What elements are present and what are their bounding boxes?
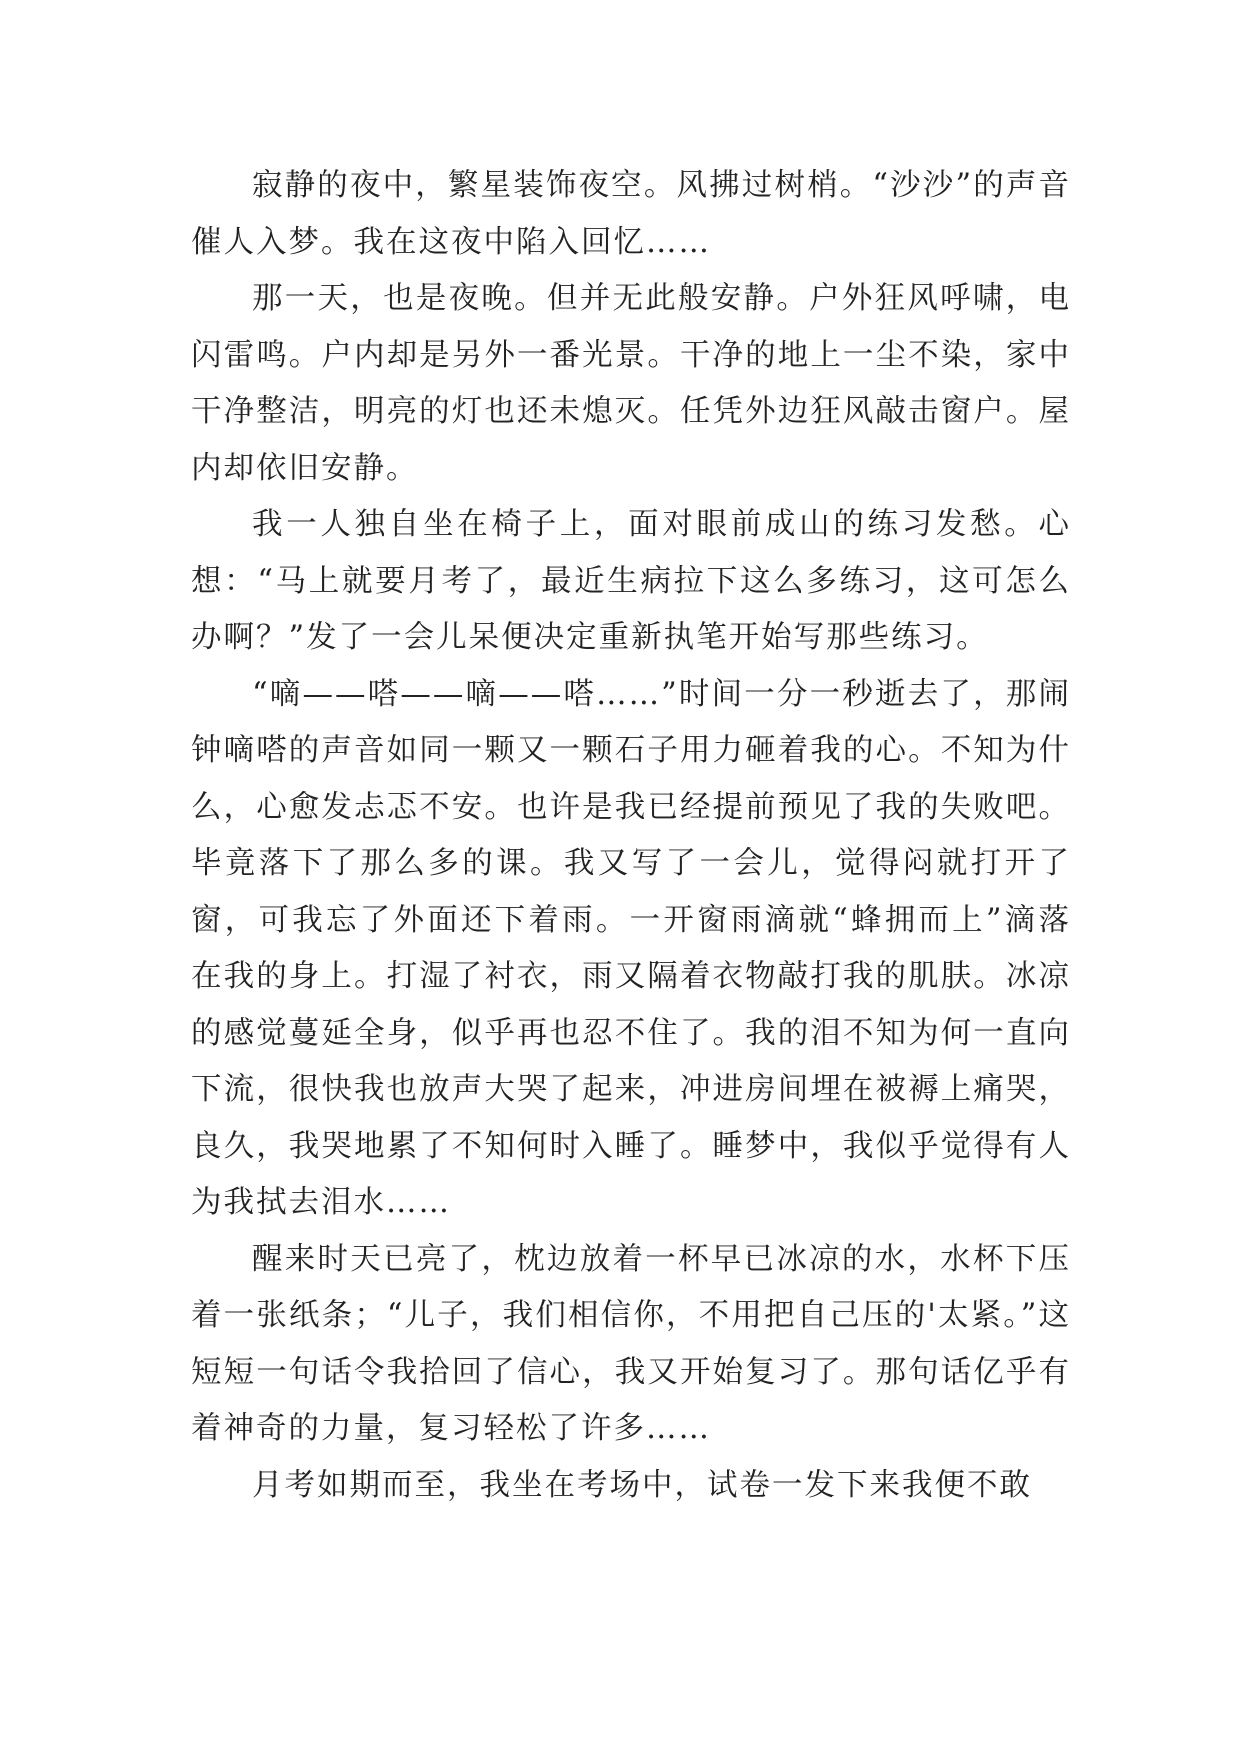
paragraph-6: 月考如期而至，我坐在考场中，试卷一发下来我便不敢 [252,1467,1032,1503]
paragraph-4: “嘀——嗒——嘀——嗒……”时间一分一秒逝去了，那闹钟嘀嗒的声音如同一颗又一颗石子用力砸着我的心。不知为什么，心愈发忐忑不安。也许是我已经提前预见了我的失败吧。毕竟落下了那么多的课。我又写了一会儿，觉得闷就打开了窗，可我忘了外面还下着雨。一开窗雨滴就“蜂拥而上”滴落在我的身上。打湿了衬衣，雨又隔着衣物敲打我的肌肤。冰凉的感觉蔓延全身，似乎再也忍不住了。我的泪不知为何一直向下流，很快我也放声大哭了起来，冲进房间埋在被褥上痛哭，良久，我哭地累了不知何时入睡了。睡梦中，我似乎觉得有人为我拭去泪水…… [191,676,1071,1220]
paragraph-2: 那一天，也是夜晚。但并无此般安静。户外狂风呼啸，电闪雷鸣。户内却是另外一番光景。干净的地上一尘不染，家中干净整洁，明亮的灯也还未熄灭。任凭外边狂风敲击窗户。屋内却依旧安静。 [191,281,1071,486]
paragraph-3: 我一人独自坐在椅子上，面对眼前成山的练习发愁。心想：“马上就要月考了，最近生病拉下这么多练习，这可怎么办啊？”发了一会儿呆便决定重新执笔开始写那些练习。 [191,507,1071,655]
paragraph-1: 寂静的夜中，繁星装饰夜空。风拂过树梢。“沙沙”的声音催人入梦。我在这夜中陷入回忆…… [191,168,1071,260]
essay-body [191,158,1071,1514]
paragraph-5: 醒来时天已亮了，枕边放着一杯早已冰凉的水，水杯下压着一张纸条；“儿子，我们相信你，不用把自己压的'太紧。”这短短一句话令我拾回了信心，我又开始复习了。那句话亿乎有着神奇的力量，复习轻松了许多…… [191,1241,1071,1446]
